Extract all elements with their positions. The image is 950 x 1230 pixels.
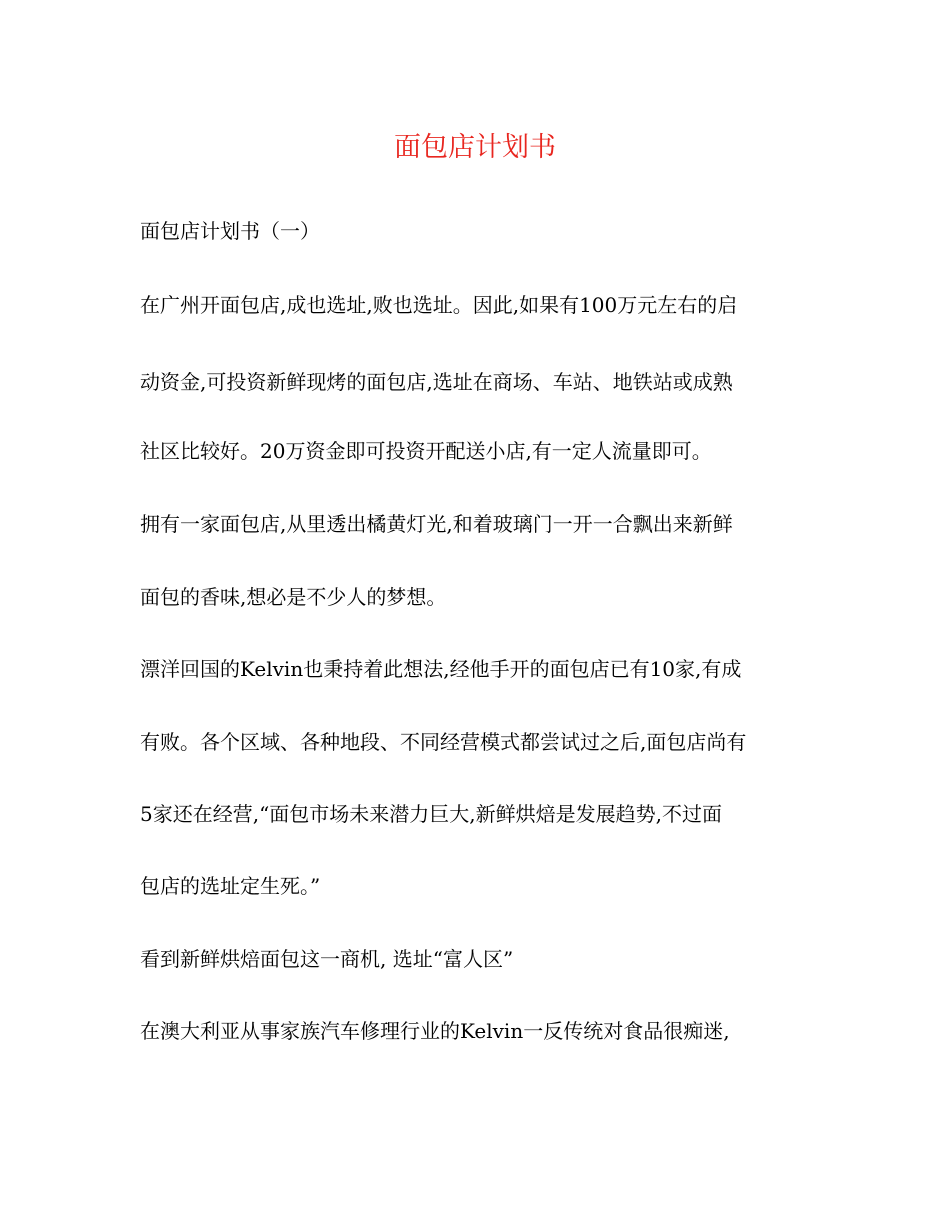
paragraph-line: 面包店计划书（一） (140, 219, 320, 243)
paragraph-line: 在澳大利亚从事家族汽车修理行业的Kelvin一反传统对食品很痴迷, (140, 1019, 730, 1043)
paragraph-line: 在广州开面包店,成也选址,败也选址。因此,如果有100万元左右的启 (140, 293, 738, 317)
paragraph-line: 动资金,可投资新鲜现烤的面包店,选址在商场、车站、地铁站或成熟 (140, 370, 733, 394)
document-title: 面包店计划书 (394, 132, 556, 163)
paragraph-line: 包店的选址定生死。” (140, 874, 321, 898)
paragraph-line: 5家还在经营,“面包市场未来潜力巨大,新鲜烘焙是发展趋势,不过面 (140, 802, 723, 826)
paragraph-line: 有败。各个区域、各种地段、不同经营模式都尝试过之后,面包店尚有 (140, 730, 747, 754)
paragraph-line: 面包的香味,想必是不少人的梦想。 (140, 585, 447, 609)
paragraph-line: 看到新鲜烘焙面包这一商机, 选址“富人区” (140, 947, 514, 971)
paragraph-line: 社区比较好。20万资金即可投资开配送小店,有一定人流量即可。 (140, 439, 712, 463)
paragraph-line: 拥有一家面包店,从里透出橘黄灯光,和着玻璃门一开一合飘出来新鲜 (140, 512, 733, 536)
paragraph-line: 漂洋回国的Kelvin也秉持着此想法,经他手开的面包店已有10家,有成 (140, 657, 742, 681)
